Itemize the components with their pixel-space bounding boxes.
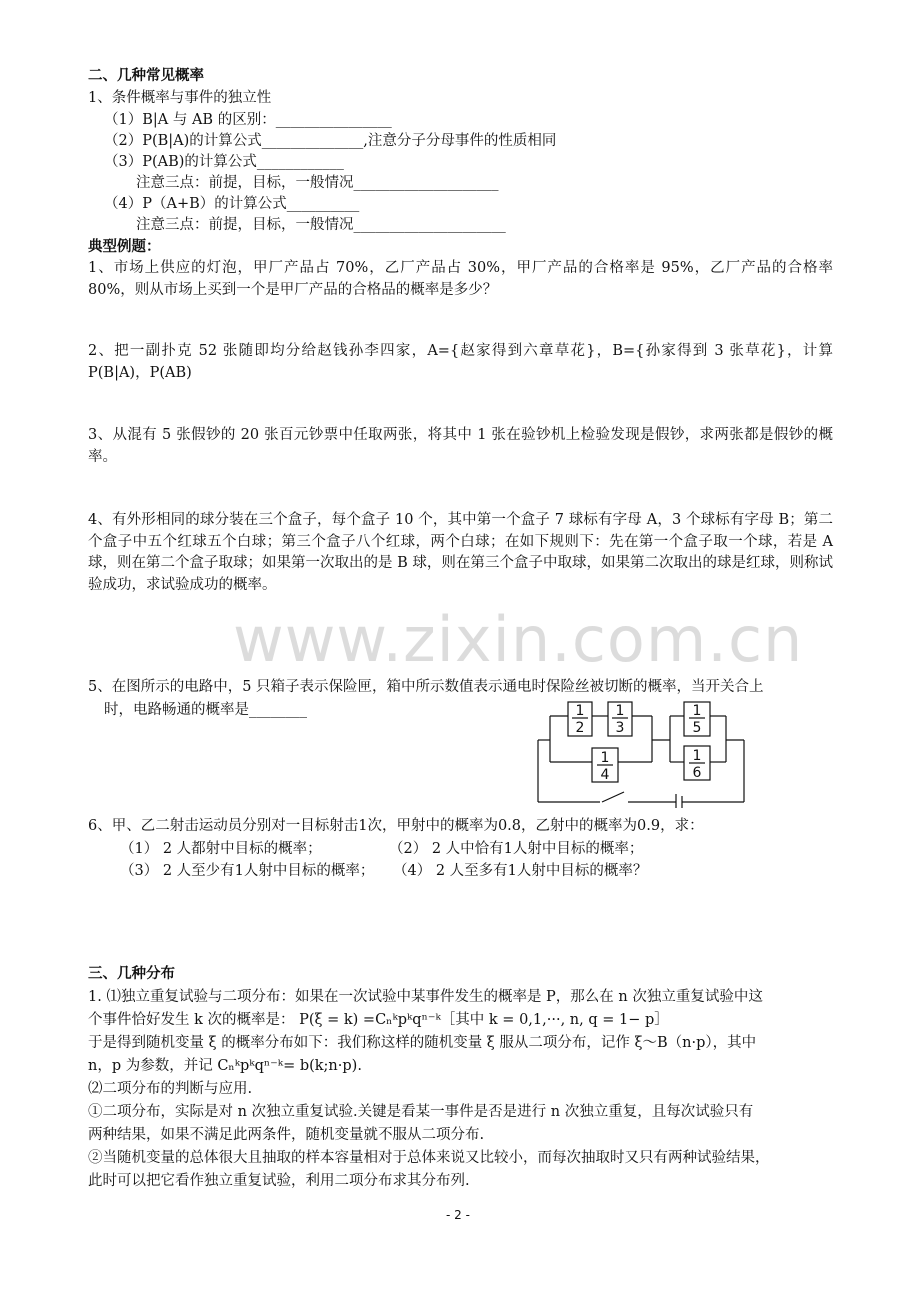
fuse-2-num: 1 bbox=[615, 703, 625, 719]
page-number: - 2 - bbox=[446, 1208, 470, 1222]
sub2: （2）P(B|A)的计算公式______________,注意分子分母事件的性质相同 bbox=[104, 133, 557, 149]
problem-2: 2、把一副扑克 52 张随即均分给赵钱孙李四家，A={赵家得到六章草花}，B={孙家得到 3 张草花}，计算 P(B|A)，P(AB) bbox=[88, 343, 833, 381]
section3-line6: ①二项分布，实际是对 n 次独立重复试验.关键是看某一事件是否是进行 n 次独立重复，且每次试验只有 bbox=[88, 1104, 754, 1120]
sub1: （1）B|A 与 AB 的区别：________________ bbox=[104, 112, 392, 128]
problem-6-d: （4） 2 人至多有1人射中目标的概率？ bbox=[393, 863, 648, 879]
problem-6-c: （3） 2 人至少有1人射中目标的概率； bbox=[120, 863, 375, 879]
problem-1: 1、市场上供应的灯泡，甲厂产品占 70%，乙厂产品占 30%，甲厂产品的合格率是 95%，乙厂产品的合格率 80%，则从市场上买到一个是甲厂产品的合格品的概率是多少？ bbox=[88, 260, 833, 298]
fuse-1-den: 2 bbox=[575, 720, 585, 736]
item1-title: 1、条件概率与事件的独立性 bbox=[88, 90, 272, 106]
problem-3: 3、从混有 5 张假钞的 20 张百元钞票中任取两张，将其中 1 张在验钞机上检验发现是假钞，求两张都是假钞的概率。 bbox=[88, 427, 833, 465]
fuse-2-den: 3 bbox=[615, 720, 625, 736]
problem-6: 6、甲、乙二射击运动员分别对一目标射击1次，甲射中的概率为0.8，乙射中的概率为0.9，求： bbox=[88, 818, 704, 834]
section2-heading: 二、几种常见概率 bbox=[88, 68, 204, 84]
fuse-3-den: 4 bbox=[600, 767, 610, 783]
section3-line5: ⑵二项分布的判断与应用. bbox=[88, 1081, 253, 1097]
watermark: www.zixin.com.cn bbox=[233, 603, 804, 676]
problem-5-line1: 5、在图所示的电路中，5 只箱子表示保险匣，箱中所示数值表示通电时保险丝被切断的概率，当开关合上 bbox=[88, 679, 764, 695]
problem-5-line2: 时，电路畅通的概率是________ bbox=[104, 702, 307, 718]
fuse-5-num: 1 bbox=[692, 748, 702, 764]
section3-line2: 个事件恰好发生 k 次的概率是： P(ξ = k) =Cₙᵏpᵏqⁿ⁻ᵏ［其中 k = 0,1,···, n, q = 1− p］ bbox=[88, 1012, 669, 1028]
sub3: （3）P(AB)的计算公式____________ bbox=[104, 154, 344, 170]
circuit-diagram bbox=[530, 696, 752, 808]
fuse-3-num: 1 bbox=[600, 750, 610, 766]
examples-heading: 典型例题： bbox=[88, 239, 161, 255]
problem-6-b: （2） 2 人中恰有1人射中目标的概率； bbox=[389, 841, 644, 857]
fuse-4-num: 1 bbox=[692, 703, 702, 719]
note4: 注意三点：前提，目标，一般情况_____________________ bbox=[136, 217, 506, 233]
fuse-1-num: 1 bbox=[575, 703, 585, 719]
fuse-5-den: 6 bbox=[692, 765, 702, 781]
fuse-4-den: 5 bbox=[692, 720, 702, 736]
sub4: （4）P（A+B）的计算公式__________ bbox=[104, 196, 360, 212]
section3-line1: 1. ⑴独立重复试验与二项分布：如果在一次试验中某事件发生的概率是 P，那么在 n 次独立重复试验中这 bbox=[88, 989, 763, 1005]
section3-heading: 三、几种分布 bbox=[88, 966, 175, 982]
section3-line9: 此时可以把它看作独立重复试验，利用二项分布求其分布列. bbox=[88, 1173, 470, 1189]
section3-line7: 两种结果，如果不满足此两条件，随机变量就不服从二项分布. bbox=[88, 1127, 485, 1143]
section3-line3: 于是得到随机变量 ξ 的概率分布如下：我们称这样的随机变量 ξ 服从二项分布，记作 ξ～B（n·p），其中 bbox=[88, 1035, 757, 1051]
section3-line8: ②当随机变量的总体很大且抽取的样本容量相对于总体来说又比较小，而每次抽取时又只有两种试验结果， bbox=[88, 1150, 770, 1166]
problem-6-a: （1） 2 人都射中目标的概率； bbox=[120, 841, 322, 857]
section3-line4: n，p 为参数，并记 Cₙᵏpᵏqⁿ⁻ᵏ= b(k;n·p). bbox=[88, 1058, 362, 1074]
note3: 注意三点：前提，目标，一般情况____________________ bbox=[136, 175, 499, 191]
problem-4: 4、有外形相同的球分装在三个盒子，每个盒子 10 个，其中第一个盒子 7 球标有字母 A，3 个球标有字母 B；第二个盒子中五个红球五个白球；第三个盒子八个红球，两个白球；在如下规则下：先在第一个盒子取一个球，若是 A 球，则在第二个盒子取球；如果第一次取出的是 B 球，则在第三个盒子中取球，如果第二次取出的球是红球，则称试验成功，求试验成功的概率。 bbox=[88, 512, 833, 593]
